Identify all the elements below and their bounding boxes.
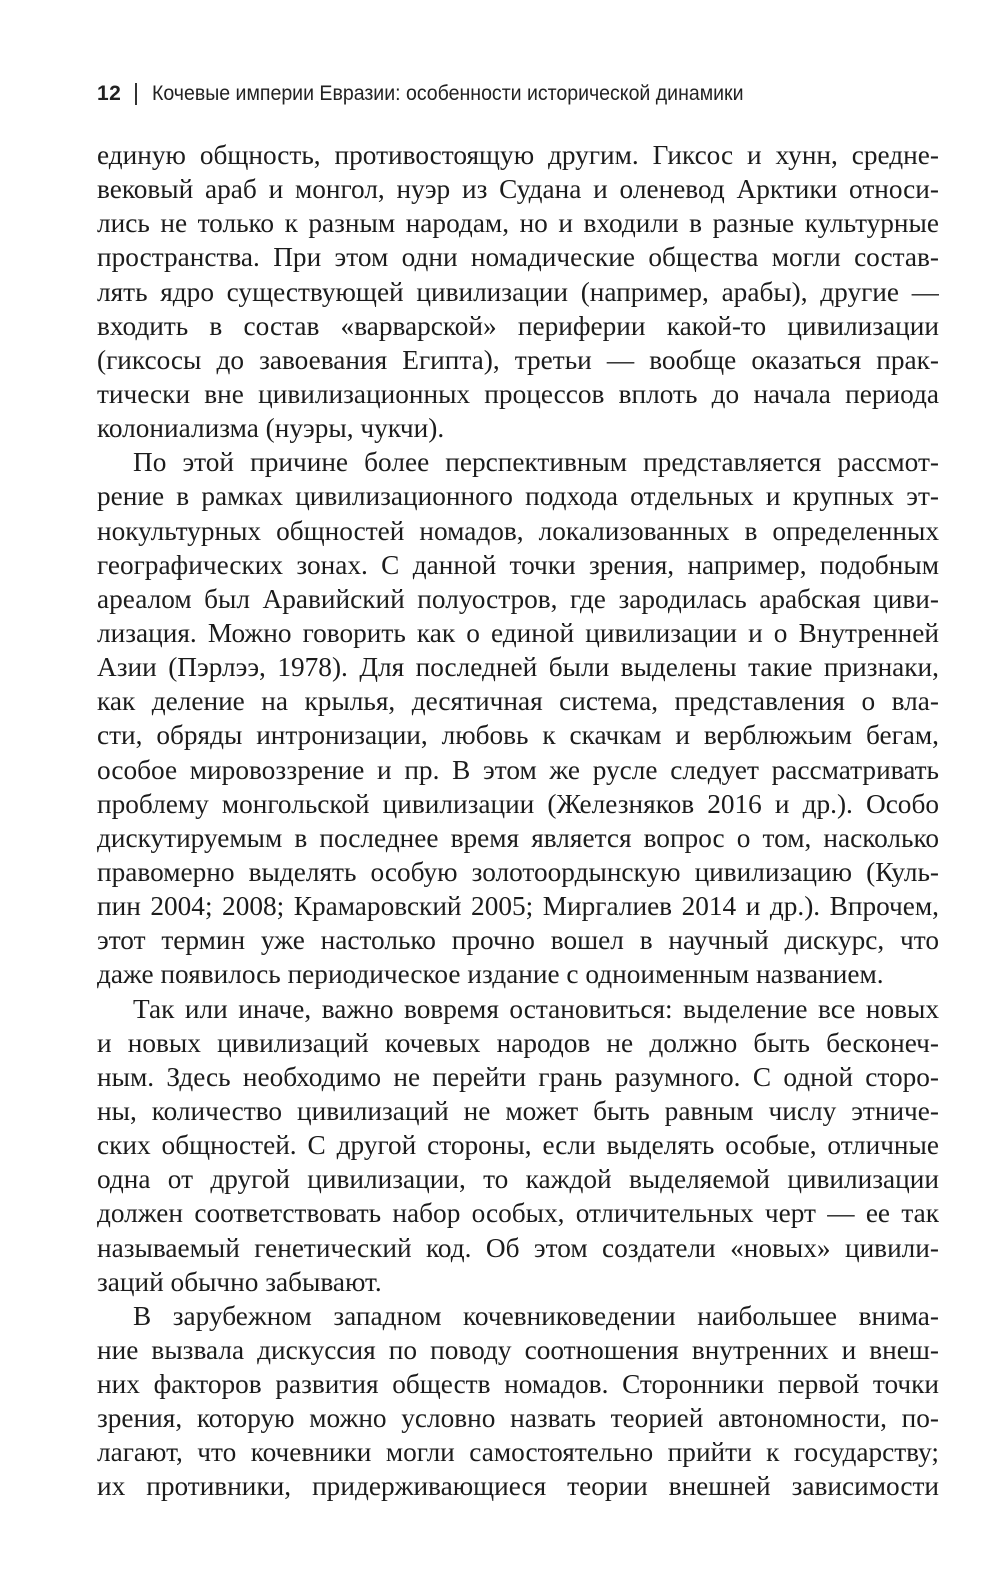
paragraph (97, 1299, 939, 1504)
text-line: пространства. При этом одни номадические общества могли состав- (97, 242, 939, 273)
text-line: ареалом был Аравийский полуостров, где зародилась арабская циви- (97, 583, 939, 614)
paragraph (97, 445, 939, 991)
text-line: В зарубежном западном кочевниковедении наибольшее внима- (133, 1300, 939, 1331)
running-header (97, 76, 917, 112)
text-line: зрения, которую можно условно назвать теорией автономности, по- (97, 1403, 939, 1434)
text-line: дискутируемым в последнее время является вопрос о том, насколько (97, 822, 939, 853)
text-line: одна от другой цивилизации, то каждой выделяемой цивилизации (97, 1164, 939, 1195)
text-line: особое мировоззрение и пр. В этом же русле следует рассматривать (97, 754, 939, 785)
text-line: лись не только к разным народам, но и входили в разные культурные (97, 208, 939, 239)
text-line: проблему монгольской цивилизации (Железняков 2016 и др.). Особо (97, 788, 939, 819)
text-line: них факторов развития обществ номадов. Сторонники первой точки (97, 1369, 939, 1400)
text-line: и новых цивилизаций кочевых народов не должно быть бесконеч- (97, 1027, 939, 1058)
text-line: тически вне цивилизационных процессов вплоть до начала периода (97, 378, 939, 409)
text-line: лизация. Можно говорить как о единой цивилизации и о Внутренней (97, 617, 939, 648)
paragraph (97, 138, 939, 445)
text-line: лять ядро существующей цивилизации (например, арабы), другие — (97, 276, 939, 307)
text-line: географических зонах. С данной точки зрения, например, подобным (97, 549, 939, 580)
text-line: ние вызвала дискуссия по поводу соотношения внутренних и внеш- (97, 1334, 939, 1365)
text-line: единую общность, противостоящую другим. Гиксос и хунн, средне- (97, 140, 939, 170)
body-text (97, 138, 939, 1504)
text-line: вековый араб и монгол, нуэр из Судана и оленевод Арктики относи- (97, 174, 939, 205)
header-divider (135, 83, 137, 105)
text-line: Так или иначе, важно вовремя остановиться: выделение все новых (133, 993, 939, 1024)
book-title: Кочевые империи Евразии: особенности исторической динамики (152, 82, 744, 105)
text-line: называемый генетический код. Об этом создатели «новых» цивили- (97, 1232, 939, 1263)
text-line: входить в состав «варварской» периферии какой-то цивилизации (97, 310, 939, 341)
text-line: ным. Здесь необходимо не перейти грань разумного. С одной сторо- (97, 1061, 939, 1092)
text-line: сти, обряды интронизации, любовь к скачкам и верблюжьим бегам, (97, 720, 939, 751)
text-line: ских общностей. С другой стороны, если выделять особые, отличные (97, 1130, 939, 1161)
text-line: лагают, что кочевники могли самостоятельно прийти к государству; (97, 1437, 939, 1468)
text-line: (гиксосы до завоевания Египта), третьи — вообще оказаться прак- (97, 344, 939, 375)
text-line: нокультурных общностей номадов, локализованных в определенных (97, 515, 939, 546)
text-line: должен соответствовать набор особых, отличительных черт — ее так (97, 1198, 939, 1229)
text-line: этот термин уже настолько прочно вошел в научный дискурс, что (97, 925, 939, 956)
text-line: их противники, придерживающиеся теории внешней зависимости (97, 1471, 939, 1502)
text-line: заций обычно забывают. (97, 1266, 382, 1297)
text-line: как деление на крылья, десятичная система, представления о вла- (97, 686, 939, 717)
paragraph (97, 992, 939, 1299)
text-line: Азии (Пэрлээ, 1978). Для последней были выделены такие признаки, (97, 652, 939, 683)
text-line: даже появилось периодическое издание с одноименным названием. (97, 959, 884, 990)
text-line: пин 2004; 2008; Крамаровский 2005; Миргалиев 2014 и др.). Впрочем, (97, 891, 939, 922)
text-line: колониализма (нуэры, чукчи). (97, 413, 445, 444)
text-line: ны, количество цивилизаций не может быть равным числу этниче- (97, 1095, 939, 1126)
text-line: рение в рамках цивилизационного подхода отдельных и крупных эт- (97, 481, 939, 512)
text-line: По этой причине более перспективным представляется рассмот- (133, 447, 939, 478)
page-number: 12 (97, 82, 122, 105)
text-line: правомерно выделять особую золотоордынскую цивилизацию (Куль- (97, 856, 939, 887)
